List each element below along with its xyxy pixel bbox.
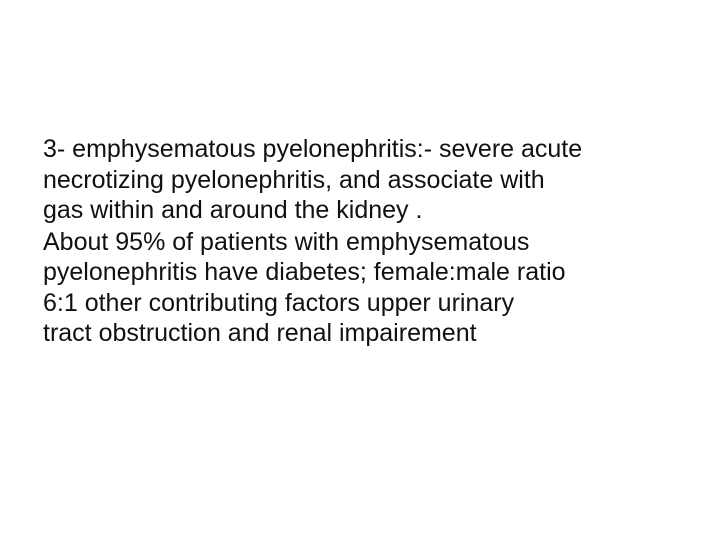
text-line: necrotizing pyelonephritis, and associate with <box>43 165 545 194</box>
text-line: tract obstruction and renal impairement <box>43 319 477 347</box>
paragraph-risk-factors <box>43 227 703 349</box>
text-line: gas within and around the kidney . <box>43 196 423 224</box>
text-line: About 95% of patients with emphysematous <box>43 227 530 256</box>
text-line: 3- emphysematous pyelonephritis:- severe acute <box>43 135 583 163</box>
text-line: 6:1 other contributing factors upper urinary <box>43 288 515 317</box>
slide-body <box>43 134 703 349</box>
paragraph-emphysematous-definition <box>43 134 703 226</box>
text-line: pyelonephritis have diabetes; female:male ratio <box>43 258 566 286</box>
